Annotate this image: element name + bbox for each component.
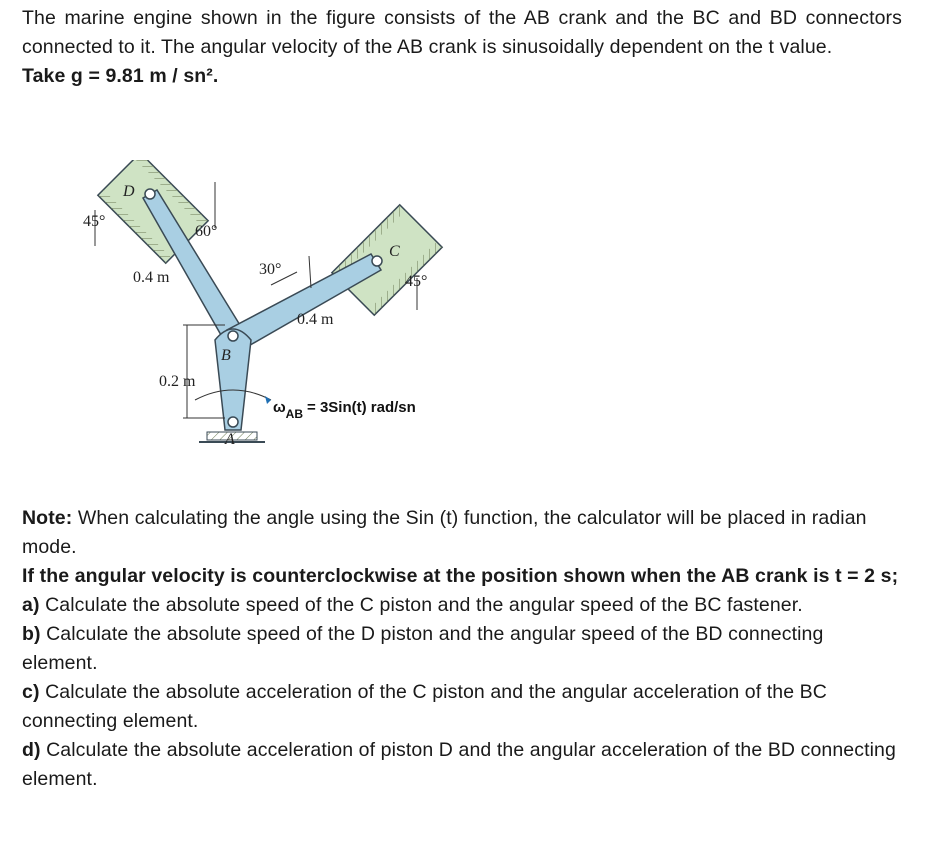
omega-expression: = 3Sin(t) rad/sn [307, 399, 416, 416]
part-b [22, 620, 902, 678]
label-angle-bc: 30° [259, 261, 282, 278]
label-angle-d: 45° [83, 213, 106, 230]
label-a: A [225, 431, 235, 448]
omega-subscript: AB [285, 407, 304, 421]
label-len-bd: 0.4 m [133, 269, 170, 286]
label-angle-bd: 60° [195, 223, 218, 240]
note-line [22, 504, 902, 562]
cylinder-c [332, 205, 442, 315]
label-len-ab: 0.2 m [159, 373, 196, 390]
part-c [22, 678, 902, 736]
omega-ab-label [273, 399, 416, 421]
pin-b [228, 331, 238, 341]
problem-intro [22, 4, 902, 91]
link-bc [227, 254, 381, 348]
label-b: B [221, 347, 231, 364]
part-c-text: Calculate the absolute acceleration of the C piston and the angular acceleration of the BC connecting element. [22, 681, 827, 732]
part-a [22, 591, 902, 620]
part-a-label: a) [22, 594, 40, 616]
omega-symbol: ω [273, 399, 286, 416]
label-d: D [123, 183, 135, 200]
gravity-given: Take g = 9.81 m / sn². [22, 65, 219, 87]
pin-c [372, 256, 382, 266]
svg-text:ωAB= 3Sin(t) rad/sn [273, 399, 416, 421]
label-c: C [389, 243, 400, 260]
pin-d [145, 189, 155, 199]
engine-figure [75, 160, 495, 470]
part-a-text: Calculate the absolute speed of the C piston and the angular speed of the BC fastener. [39, 594, 803, 616]
part-b-label: b) [22, 623, 41, 645]
part-b-text: Calculate the absolute speed of the D piston and the angular speed of the BD connecting element. [22, 623, 824, 674]
intro-text: The marine engine shown in the figure consists of the AB crank and the BC and BD connectors connected to it. The angular velocity of the AB crank is sinusoidally dependent on the t value. [22, 7, 902, 58]
crank-ab [215, 329, 251, 430]
pin-a [228, 417, 238, 427]
label-angle-c: 45° [405, 273, 428, 290]
part-d [22, 736, 902, 794]
part-d-text: Calculate the absolute acceleration of piston D and the angular acceleration of the BD connecting element. [22, 739, 896, 790]
label-len-bc: 0.4 m [297, 311, 334, 328]
condition-text: If the angular velocity is counterclockwise at the position shown when the AB crank is t = 2 s; [22, 565, 899, 587]
part-d-label: d) [22, 739, 41, 761]
note-text: When calculating the angle using the Sin (t) function, the calculator will be placed in radian mode. [22, 507, 867, 558]
problem-notes [22, 504, 902, 794]
note-label: Note: [22, 507, 73, 529]
part-c-label: c) [22, 681, 40, 703]
